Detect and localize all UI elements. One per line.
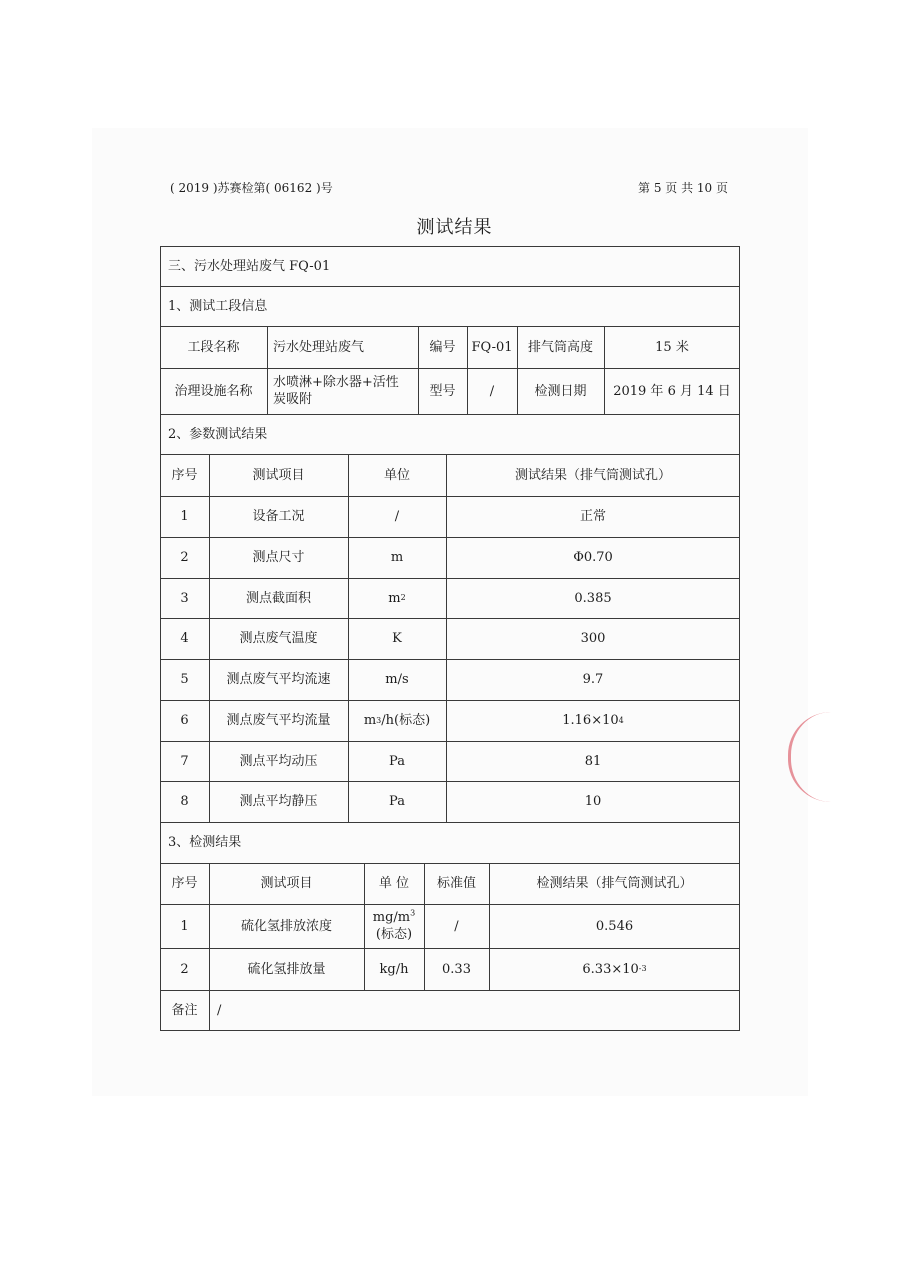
result-base: 6.33×10 <box>582 961 639 977</box>
param-row-7-result: 81 <box>584 753 602 769</box>
param-row-2-result: Φ0.70 <box>573 550 613 565</box>
info-label-code: 编号 <box>429 339 456 355</box>
param-row-2-item: 测点尺寸 <box>252 550 305 565</box>
unit-exponent: 3 <box>410 908 416 918</box>
param-row-8-unit: Pa <box>389 794 405 809</box>
info-label-test-date: 检测日期 <box>534 383 587 399</box>
param-row-3-item: 测点截面积 <box>245 590 311 606</box>
param-row-4-item: 测点废气温度 <box>239 631 318 646</box>
param-row-3-unit: m 2 <box>388 590 406 606</box>
unit-base: m <box>363 713 377 728</box>
params-header-no: 序号 <box>171 467 198 483</box>
detect-heading: 3、检测结果 <box>168 835 242 850</box>
info-label-model: 型号 <box>429 383 456 399</box>
remarks-label: 备注 <box>171 1003 198 1018</box>
detect-row-1-item: 硫化氢排放浓度 <box>240 918 332 934</box>
param-row-8-item: 测点平均静压 <box>239 794 318 809</box>
param-row-4-no: 4 <box>180 631 189 646</box>
param-row-5-no: 5 <box>180 672 189 687</box>
detect-row-1-no: 1 <box>180 918 189 934</box>
detect-header-unit: 单 位 <box>378 876 410 891</box>
params-header-item: 测试项目 <box>252 467 305 483</box>
unit-suffix: /h(标态) <box>381 713 431 728</box>
info-value-model: / <box>489 383 495 399</box>
detect-row-2-result: 6.33×10 -3 <box>582 961 647 977</box>
report-number: ( 2019 )苏赛检第( 06162 )号 <box>170 181 333 195</box>
detect-row-2-no: 2 <box>180 961 189 977</box>
detect-row-2-standard: 0.33 <box>442 961 471 977</box>
param-row-3-no: 3 <box>180 590 189 606</box>
unit-base: m <box>388 590 401 606</box>
param-row-4-result: 300 <box>580 631 606 646</box>
param-row-2-no: 2 <box>180 550 189 565</box>
page-info: 第 5 页 共 10 页 <box>638 181 728 195</box>
section-title: 三、污水处理站废气 FQ-01 <box>168 258 331 274</box>
unit-condition: (标态) <box>375 927 413 942</box>
info-heading: 1、测试工段信息 <box>168 298 268 314</box>
info-value-code: FQ-01 <box>471 339 513 355</box>
info-label-stack-height: 排气筒高度 <box>527 339 593 355</box>
detect-row-2-unit: kg/h <box>379 961 409 977</box>
params-header-unit: 单位 <box>383 467 410 483</box>
param-row-1-no: 1 <box>180 509 189 524</box>
info-label-stage-name: 工段名称 <box>187 339 240 355</box>
facility-line-2: 炭吸附 <box>273 392 313 407</box>
param-row-2-unit: m <box>390 550 404 565</box>
detect-header-result: 检测结果（排气筒测试孔） <box>536 876 693 891</box>
param-row-8-result: 10 <box>584 794 602 809</box>
param-row-7-item: 测点平均动压 <box>239 753 318 769</box>
detect-row-2-item: 硫化氢排放量 <box>247 961 326 977</box>
detect-header-item: 测试项目 <box>260 876 313 891</box>
param-row-1-unit: / <box>394 509 400 524</box>
param-row-5-result: 9.7 <box>582 672 604 687</box>
unit-base: mg/m <box>372 910 411 925</box>
detect-header-no: 序号 <box>171 876 198 891</box>
param-row-4-unit: K <box>392 631 402 646</box>
param-row-3-result: 0.385 <box>574 590 612 606</box>
info-value-test-date: 2019 年 6 月 14 日 <box>613 383 731 399</box>
detect-row-1-standard: / <box>454 918 459 934</box>
info-value-facility <box>267 368 418 414</box>
param-row-1-item: 设备工况 <box>252 509 305 524</box>
params-heading: 2、参数测试结果 <box>168 426 268 442</box>
param-row-6-no: 6 <box>180 713 189 728</box>
document-title: 测试结果 <box>416 217 493 238</box>
param-row-7-no: 7 <box>180 753 189 769</box>
param-row-6-unit: m 3 /h(标态) <box>363 713 431 728</box>
param-row-6-item: 测点废气平均流量 <box>226 713 331 728</box>
remarks-value: / <box>217 1003 222 1018</box>
param-row-8-no: 8 <box>180 794 189 809</box>
param-row-1-result: 正常 <box>579 509 606 524</box>
facility-line-1: 水喷淋+除水器+活性 <box>273 375 399 390</box>
detect-row-1-unit <box>364 904 424 948</box>
param-row-6-result: 1.16×10 4 <box>562 713 624 728</box>
param-row-5-item: 测点废气平均流速 <box>226 672 331 687</box>
info-value-stage-name: 污水处理站废气 <box>273 339 365 355</box>
result-base: 1.16×10 <box>562 713 619 728</box>
params-header-result: 测试结果（排气筒测试孔） <box>514 467 671 483</box>
info-label-facility: 治理设施名称 <box>174 383 253 399</box>
detect-header-standard: 标准值 <box>436 876 476 891</box>
param-row-7-unit: Pa <box>389 753 405 769</box>
info-value-stack-height: 15 米 <box>655 339 689 355</box>
detect-row-1-result: 0.546 <box>595 918 634 934</box>
param-row-5-unit: m/s <box>385 672 409 687</box>
